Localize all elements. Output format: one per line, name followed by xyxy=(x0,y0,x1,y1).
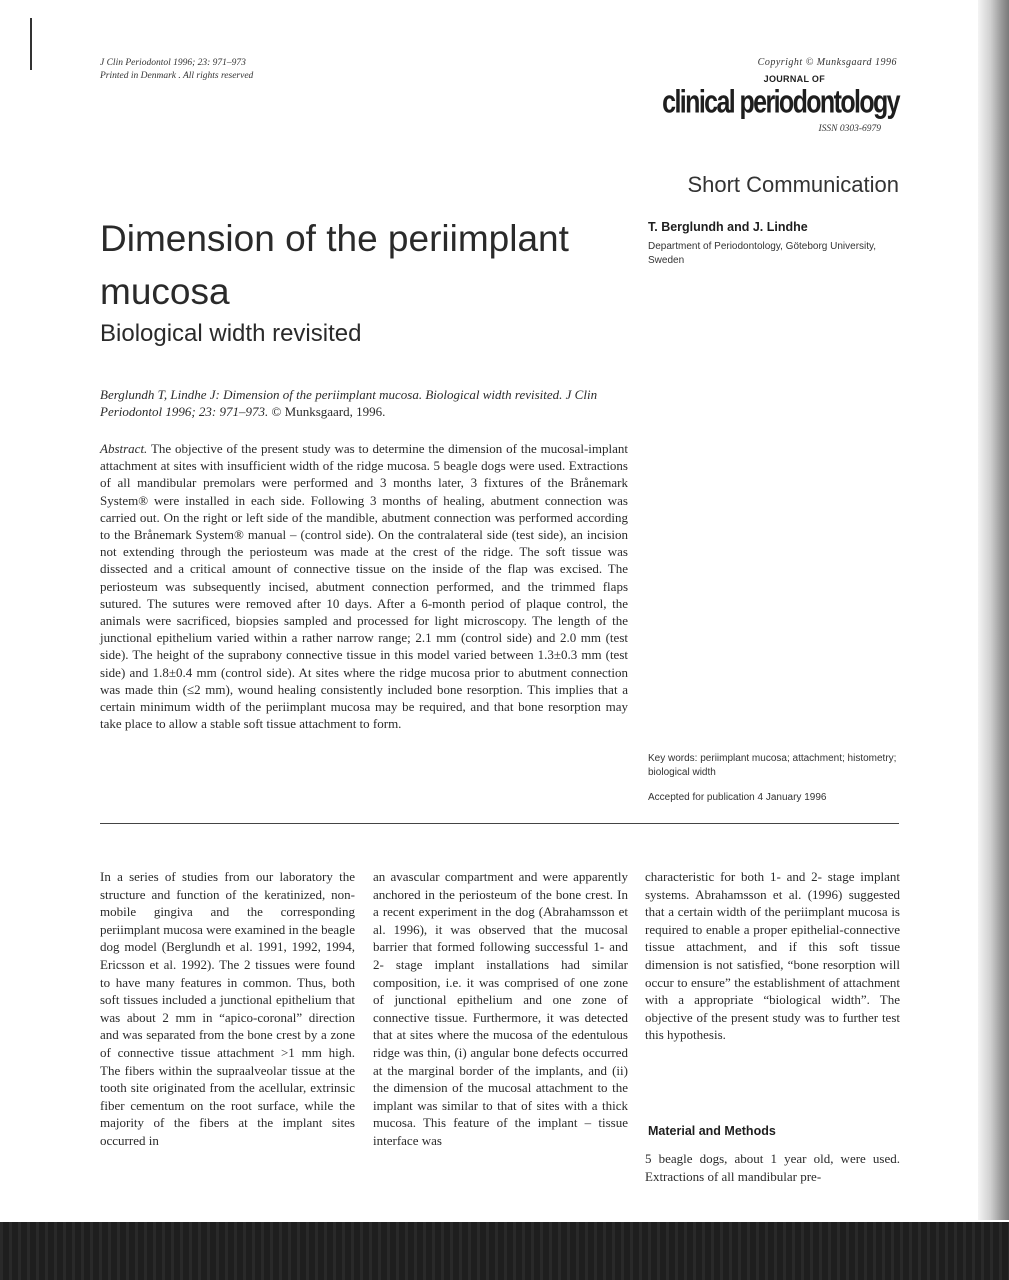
scan-bottom-texture xyxy=(0,1222,1009,1280)
material-methods-heading: Material and Methods xyxy=(648,1124,776,1138)
section-label: Short Communication xyxy=(687,172,899,197)
journal-reference: J Clin Periodontol 1996; 23: 971–973 xyxy=(100,58,246,68)
body-column-2: an avascular compartment and were apparently anchored in the periosteum of the bone crest. In a recent experiment in the dog (Abrahamsson et al. 1996), it was observed that the mucosal barrier that formed following successful 1- and 2- stage implant installations had similar composition, i.e. it was comprised of one zone of junctional epithelium and one zone of connective tissue. Furthermore, it was detected that at sites where the mucosa of the edentulous ridge was thin, (i) angular bone defects occurred at the marginal border of the implants, and (ii) the dimension of the mucosal attachment to the implant was similar to that of sites with a thick mucosa. This feature of the implant – tissue interface was xyxy=(373,869,628,1148)
body-column-3: characteristic for both 1- and 2- stage implant systems. Abrahamsson et al. (1996) suggested that a certain width of the periimplant mucosa is required to enable a proper epithelial-connective tissue attachment, and if this soft tissue dimension is not satisfied, “bone resorption will occur to ensure” the establishment of attachment with a appropriate “biological width”. The objective of the present study was to further test this hypothesis. xyxy=(645,869,900,1043)
citation-rest: © Munksgaard, 1996. xyxy=(268,404,386,419)
body-column-1: In a series of studies from our laboratory the structure and function of the keratinized, non-mobile gingiva and the corresponding periimplant mucosa were examined in the beagle dog model (Berglundh et al. 1991, 1992, 1994, Ericsson et al. 1992). The 2 tissues were found to have many features in common. Thus, both soft tissues included a junctional epithelium that was about 2 mm in “apico-coronal” direction and was separated from the bone crest by a zone of connective tissue attachment >1 mm high. The fibers within the supraalveolar tissue at the tooth site originated from the acellular, extrinsic fiber cementum on the root surface, while the majority of the fibers at the implant sites occurred in xyxy=(100,869,355,1148)
abstract-text: The objective of the present study was to determine the dimension of the mucosal-implant attachment at sites with insufficient width of the ridge mucosa. 5 beagle dogs were used. Extractions of all mandibular premolars were performed and 3 months later, 3 fixtures of the Brånemark System® were installed in each side. Following 3 months of healing, abutment connection was carried out. On the right or left side of the mandible, abutment connection was performed according to the Brånemark System® manual – (control side). On the contralateral side (test side), an incision not extending through the periosteum was made at the crest of the ridge. The soft tissue was dissected and a critical amount of connective tissue on the inside of the flap was excised. The periosteum was subsequently incised, abutment connection performed, and the trimmed flaps sutured. The sutures were removed after 10 days. After a 6-month period of plaque control, the animals were sacrificed, biopsies sampled and processed for light microscopy. The length of the junctional epithelium varied within a rather narrow range; 2.1 mm (control side) and 2.0 mm (test side). The height of the suprabony connective tissue in this model varied between 1.3±0.3 mm (test side) and 1.8±0.4 mm (control side). At sites where the ridge mucosa prior to abutment connection was made thin (≤2 mm), wound healing consistently included bone resorption. This implies that a certain minimum width of the periimplant mucosa may be required, and that bone resorption may take place to allow a stable soft tissue attachment to form. xyxy=(100,441,628,732)
keywords: Key words: periimplant mucosa; attachment; histometry; biological width xyxy=(648,753,897,778)
article-title: Dimension of the periimplant mucosa xyxy=(100,218,569,312)
scan-margin-mark xyxy=(30,18,32,70)
accepted-date: Accepted for publication 4 January 1996 xyxy=(648,792,827,803)
affiliation: Department of Periodontology, Göteborg University, Sweden xyxy=(648,241,877,266)
printed-notice: Printed in Denmark . All rights reserved xyxy=(100,71,254,81)
journal-logo-overline: JOURNAL OF xyxy=(763,74,825,84)
authors: T. Berglundh and J. Lindhe xyxy=(648,220,808,234)
journal-logo: clinical periodontology xyxy=(662,84,899,121)
abstract xyxy=(100,440,628,732)
journal-info xyxy=(100,57,253,83)
book-spine-shadow xyxy=(978,0,1009,1220)
issn: ISSN 0303-6979 xyxy=(818,124,881,134)
material-methods-text: 5 beagle dogs, about 1 year old, were used. Extractions of all mandibular pre- xyxy=(645,1151,900,1184)
abstract-label: Abstract. xyxy=(100,441,148,456)
article-subtitle: Biological width revisited xyxy=(100,320,362,347)
citation xyxy=(100,386,620,420)
citation-italic: Berglundh T, Lindhe J: Dimension of the periimplant mucosa. Biological width revisited. J Clin Periodontol 1996; 23: 971–973. xyxy=(100,387,598,419)
copyright-notice: Copyright © Munksgaard 1996 xyxy=(757,57,897,68)
section-divider xyxy=(100,823,899,824)
